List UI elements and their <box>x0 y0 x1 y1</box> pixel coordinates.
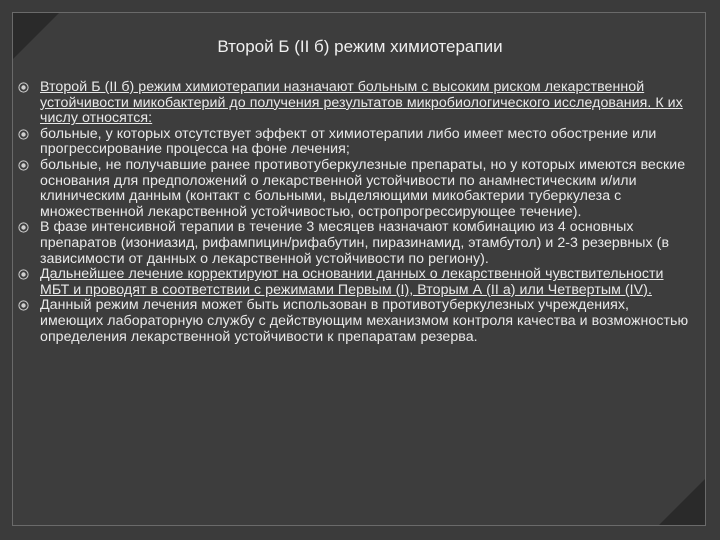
circled-dot-icon <box>14 267 40 283</box>
bullet-text: В фазе интенсивной терапии в течение 3 месяцев назначают комбинацию из 4 основных препаратов (изониазид, рифампицин/рифабутин, пиразинамид, этамбутол) и 2-3 резервных (в зависимости от данных о лекарственной устойчивости по региону). <box>40 219 670 267</box>
bullet-item-2 <box>14 127 694 158</box>
bullet-body-text: назначают больным с высоким риском лекарственной устойчивости микобактерий до получения результатов микробиологического исследования. К их числу относятся: <box>40 79 683 127</box>
bullet-item-5 <box>14 267 694 298</box>
circled-dot-icon <box>14 220 40 236</box>
bullet-item-3 <box>14 158 694 220</box>
circled-dot-icon <box>14 298 40 314</box>
bullet-item-4 <box>14 220 694 267</box>
bullet-lead-text: Второй Б (II б) режим химиотерапии <box>40 79 280 95</box>
bullet-list <box>14 80 694 345</box>
circled-dot-icon <box>14 158 40 174</box>
circled-dot-icon <box>14 80 40 96</box>
bullet-text: Данный режим лечения может быть использован в противотуберкулезных учреждениях, имеющих лабораторную службу с действующим механизмом контроля качества и возможностью определения лекарственной устойчивости к препаратам резерва. <box>40 297 689 345</box>
slide-title: Второй Б (II б) режим химиотерапии <box>217 37 503 56</box>
bullet-text: больные, не получавшие ранее противотуберкулезные препараты, но у которых имеются веские основания для предположений о лекарственной устойчивости по анамнестическим и/или клиническим данным (контакт с больными, выделяющими микобактерии туберкулеза с множественной лекарственной устойчивостью, остропрогрессирующее течение). <box>40 156 686 220</box>
circled-dot-icon <box>14 127 40 143</box>
corner-decoration-bottom-right <box>659 479 705 525</box>
bullet-text: больные, у которых отсутствует эффект от химиотерапии либо имеет место обострение или прогрессирование процесса на фоне лечения; <box>40 125 657 158</box>
bullet-item-1 <box>14 80 694 127</box>
bullet-text <box>40 80 694 127</box>
bullet-text: Дальнейшее лечение корректируют на основании данных о лекарственной чувствительности МБТ и проводят в соответствии с режимами Первым (I), Вторым А (II а) или Четвертым (IV). <box>40 266 664 298</box>
bullet-item-6 <box>14 298 694 345</box>
